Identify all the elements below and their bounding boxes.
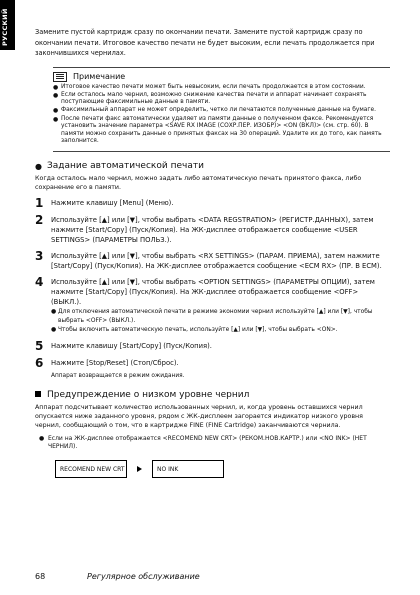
arrow-right-icon <box>137 466 142 472</box>
note-icon <box>53 72 67 82</box>
bullet-icon: ● <box>53 115 59 123</box>
note-item-text: После печати факс автоматически удаляет из памяти данные о полученном факсе. Рекомендуется установить значение параметра <SAVE RX IMAGE (СОХР.ПЕР. ИЗОБР)> <ON (ВКЛ)> (см. стр. 60). В памяти можно сохранить данные о принятых факсах на 30 операций. Удалите их до того, как память заполнится. <box>61 115 382 145</box>
note-item-text: Итоговое качество печати может быть невысоким, если печать продолжается в этом состоянии. <box>61 83 366 90</box>
section-bullet-icon: ● <box>35 161 42 171</box>
step-2 <box>35 215 390 245</box>
note-box <box>53 67 390 153</box>
note-header <box>53 72 390 82</box>
bullet-icon: ● <box>53 107 59 115</box>
low-ink-bullet <box>39 435 390 452</box>
bullet-icon: ● <box>39 434 45 442</box>
bullet-text: Для отключения автоматической печати в режиме экономии чернил используйте [▲] или [▼], чтобы выбрать <OFF> (ВЫКЛ.). <box>58 309 373 324</box>
note-item <box>53 107 390 115</box>
step-6 <box>35 355 390 381</box>
bullet-icon: ● <box>51 326 57 334</box>
step-4-bullet <box>51 326 390 335</box>
section-heading-low-ink <box>35 390 390 400</box>
step-subtext: Аппарат возвращается в режим ожидания. <box>51 372 185 379</box>
note-item-text: Факсимильный аппарат не может определить, четко ли печатаются полученные данные на бумаге. <box>61 107 376 114</box>
step-number: 5 <box>35 338 44 353</box>
intro-paragraph: Замените пустой картридж сразу по окончании печати. Замените пустой картридж сразу по окончании печати. Итоговое качество печати не будет высоким, если печать продолжается при закончившихся чернилах. <box>35 28 375 57</box>
step-4 <box>35 277 390 307</box>
step-text: Нажмите клавишу [Start/Copy] (Пуск/Копия). <box>51 341 212 350</box>
lcd-sequence <box>55 460 390 478</box>
bullet-icon: ● <box>53 83 59 91</box>
step-text: Используйте [▲] или [▼], чтобы выбрать <DATA REGSTRATION> (РЕГИСТР.ДАННЫХ), затем нажмите [Start/Copy] (Пуск/Копия). На ЖК-дисплее отображается сообщение <USER SETTINGS> (ПАРАМЕТРЫ ПОЛЬЗ.). <box>51 216 374 245</box>
note-item <box>53 116 390 146</box>
step-5 <box>35 338 390 353</box>
footer-title: Регулярное обслуживание <box>87 572 200 581</box>
language-tab-label: РУССКИЙ <box>1 8 9 46</box>
step-text: Нажмите клавишу [Menu] (Меню). <box>51 199 174 208</box>
step-number: 1 <box>35 196 44 211</box>
bullet-text: Чтобы включить автоматическую печать, используйте [▲] или [▼], чтобы выбрать <ON>. <box>58 327 338 334</box>
note-item <box>53 84 390 92</box>
step-text: Используйте [▲] или [▼], чтобы выбрать <RX SETTINGS> (ПАРАМ. ПРИЕМА), затем нажмите [Start/Copy] (Пуск/Копия). На ЖК-дисплее отображается сообщение <ECM RX> (ПР. В ЕСМ). <box>51 252 382 271</box>
lcd-display-recommend: RECOMEND NEW CRT <box>55 460 127 478</box>
section-description: Аппарат подсчитывает количество использованных чернил, и, когда уровень оставшихся чернил опускается ниже заданного уровня, рядом с ЖК-дисплеем загорается индикатор низкого уровня чернил, сообщающий о том, что в картридже FINE (FINE Cartridge) заканчиваются чернила. <box>35 403 363 429</box>
step-1 <box>35 198 390 209</box>
section-title: Предупреждение о низком уровне чернил <box>47 389 250 400</box>
note-title: Примечание <box>73 72 126 81</box>
step-number: 6 <box>35 355 44 370</box>
page-content <box>35 27 390 478</box>
page-number: 68 <box>35 572 46 581</box>
bullet-icon: ● <box>51 308 57 316</box>
note-item <box>53 92 390 107</box>
lcd-display-no-ink: NO INK <box>152 460 224 478</box>
step-text: Используйте [▲] или [▼], чтобы выбрать <OPTION SETTINGS> (ПАРАМЕТРЫ ОПЦИИ), затем нажмите [Start/Copy] (Пуск/Копия). На ЖК-дисплее отображается сообщение <OFF> (ВЫКЛ.). <box>51 278 375 307</box>
step-4-bullet <box>51 308 390 325</box>
page-footer <box>35 572 200 581</box>
step-number: 4 <box>35 275 44 290</box>
bullet-icon: ● <box>53 91 59 99</box>
language-tab <box>0 0 15 50</box>
step-3 <box>35 251 390 271</box>
note-item-text: Если осталось мало чернил, возможно снижение качества печати и аппарат начинает сохранять поступающие факсимильные данные в памяти. <box>61 91 367 106</box>
section-square-icon <box>35 390 47 399</box>
bullet-text: Если на ЖК-дисплее отображается <RECOMEND NEW CRT> (РЕКОМ.НОВ.КАРТР.) или <NO INK> (НЕТ ЧЕРНИЛ). <box>48 434 367 451</box>
section-description: Когда осталось мало чернил, можно задать либо автоматическую печать принятого факса, либо сохранение его в памяти. <box>35 175 362 192</box>
section-heading-auto-print <box>35 161 390 171</box>
step-number: 2 <box>35 213 44 228</box>
step-number: 3 <box>35 249 44 264</box>
step-text: Нажмите [Stop/Reset] (Стоп/Сброс). <box>51 358 179 367</box>
section-title: Задание автоматической печати <box>47 161 204 172</box>
